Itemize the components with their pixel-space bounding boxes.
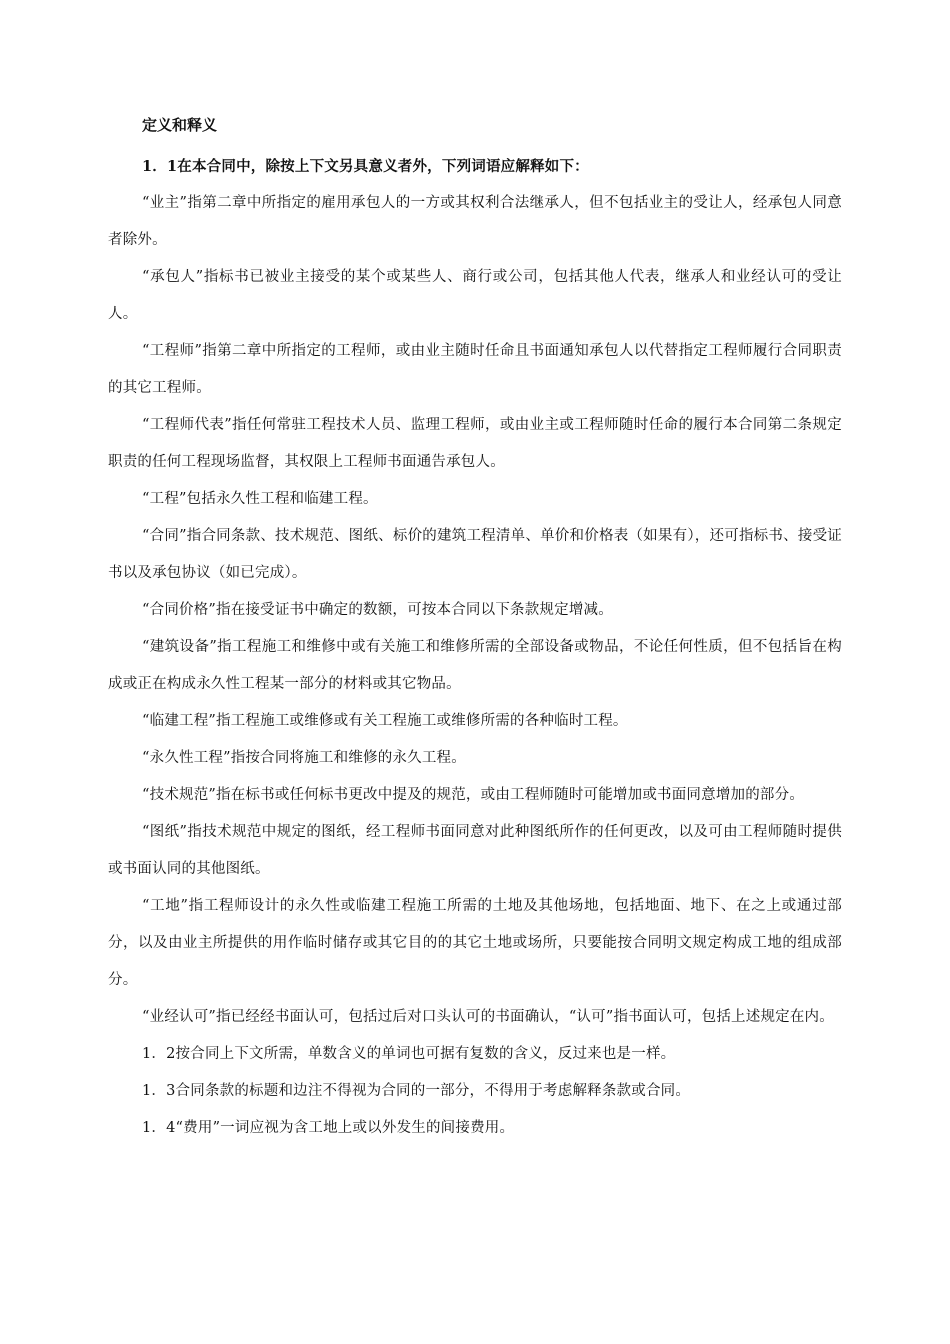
- section-heading: 定义和释义: [142, 116, 218, 134]
- definition-contractor: “承包人”指标书已被业主接受的某个或某些人、商行或公司，包括其他人代表，继承人和业经认可的受让人。: [108, 269, 842, 322]
- definition-owner: “业主”指第二章中所指定的雇用承包人的一方或其权利合法继承人，但不包括业主的受让人，经承包人同意者除外。: [108, 195, 842, 248]
- definition-specification: “技术规范”指在标书或任何标书更改中提及的规范，或由工程师随时可能增加或书面同意增加的部分。: [142, 787, 805, 803]
- definition-contract: “合同”指合同条款、技术规范、图纸、标价的建筑工程清单、单价和价格表（如果有），还可指标书、接受证书以及承包协议（如已完成）。: [108, 528, 842, 581]
- definition-temporary-works: “临建工程”指工程施工或维修或有关工程施工或维修所需的各种临时工程。: [142, 713, 628, 729]
- definition-drawings: “图纸”指技术规范中规定的图纸，经工程师书面同意对此种图纸所作的任何更改，以及可由工程师随时提供或书面认同的其他图纸。: [108, 824, 842, 877]
- definition-construction-equipment: “建筑设备”指工程施工和维修中或有关施工和维修所需的全部设备或物品，不论任何性质，但不包括旨在构成或正在构成永久性工程某一部分的材料或其它物品。: [108, 639, 842, 692]
- definition-contract-price: “合同价格”指在接受证书中确定的数额，可按本合同以下条款规定增减。: [142, 602, 613, 618]
- clause-1-2: 1．2按合同上下文所需，单数含义的单词也可据有复数的含义，反过来也是一样。: [142, 1046, 676, 1062]
- clause-1-4: 1．4“费用”一词应视为含工地上或以外发生的间接费用。: [142, 1120, 515, 1136]
- definition-works: “工程”包括永久性工程和临建工程。: [142, 491, 378, 507]
- definition-approved: “业经认可”指已经经书面认可，包括过后对口头认可的书面确认，“认可”指书面认可，包括上述规定在内。: [142, 1009, 834, 1025]
- definition-permanent-works: “永久性工程”指按合同将施工和维修的永久工程。: [142, 750, 466, 766]
- document-body: [108, 112, 842, 1147]
- clause-1-3: 1．3合同条款的标题和边注不得视为合同的一部分，不得用于考虑解释条款或合同。: [142, 1083, 691, 1099]
- clause-1-1-intro: 1．1在本合同中，除按上下文另具意义者外，下列词语应解释如下：: [142, 158, 589, 175]
- definition-engineer-representative: “工程师代表”指任何常驻工程技术人员、监理工程师，或由业主或工程师随时任命的履行本合同第二条规定职责的任何工程现场监督，其权限上工程师书面通告承包人。: [108, 417, 842, 470]
- definition-engineer: “工程师”指第二章中所指定的工程师，或由业主随时任命且书面通知承包人以代替指定工程师履行合同职责的其它工程师。: [108, 343, 842, 396]
- definition-site: “工地”指工程师设计的永久性或临建工程施工所需的土地及其他场地，包括地面、地下、在之上或通过部分，以及由业主所提供的用作临时储存或其它目的的其它土地或场所，只要能按合同明文规定构成工地的组成部分。: [108, 898, 842, 988]
